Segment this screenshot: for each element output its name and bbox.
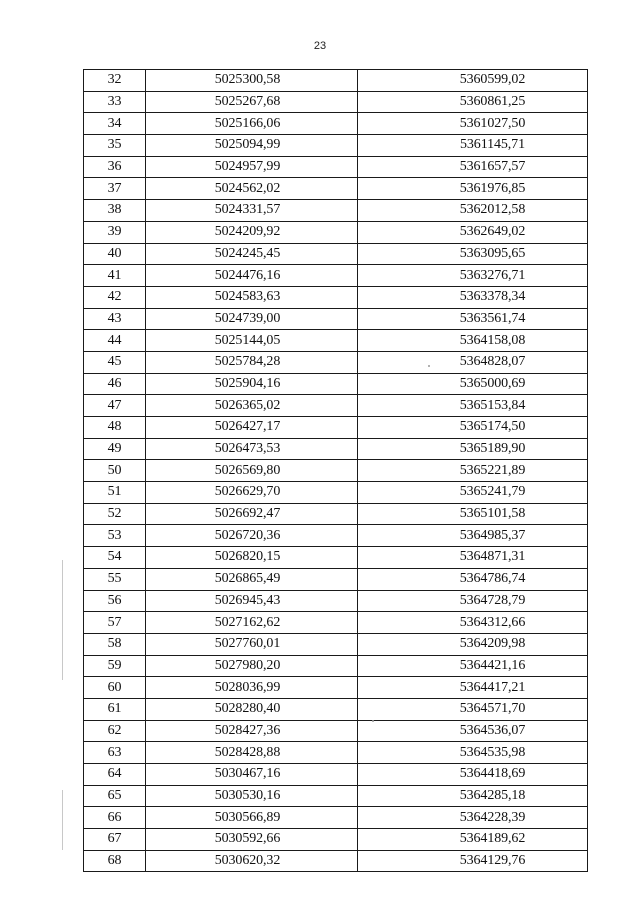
- table-row: [84, 525, 588, 547]
- x-coordinate-cell: 5027980,20: [146, 655, 358, 677]
- table-row: [84, 438, 588, 460]
- y-coordinate-cell: 5362649,02: [358, 221, 588, 243]
- point-number-cell: 59: [84, 655, 146, 677]
- y-coordinate-cell: 5364285,18: [358, 785, 588, 807]
- table-row: [84, 850, 588, 872]
- y-coordinate-cell: 5360861,25: [358, 91, 588, 113]
- x-coordinate-cell: 5024739,00: [146, 308, 358, 330]
- point-number-cell: 38: [84, 200, 146, 222]
- point-number-cell: 53: [84, 525, 146, 547]
- table-row: [84, 200, 588, 222]
- y-coordinate-cell: 5361657,57: [358, 156, 588, 178]
- point-number-cell: 65: [84, 785, 146, 807]
- scan-speck: [428, 365, 430, 367]
- point-number-cell: 50: [84, 460, 146, 482]
- point-number-cell: 43: [84, 308, 146, 330]
- x-coordinate-cell: 5030530,16: [146, 785, 358, 807]
- y-coordinate-cell: 5364571,70: [358, 698, 588, 720]
- x-coordinate-cell: 5027162,62: [146, 612, 358, 634]
- coordinates-table: [83, 69, 588, 872]
- coordinates-table-body: [84, 70, 588, 872]
- y-coordinate-cell: 5364786,74: [358, 568, 588, 590]
- point-number-cell: 54: [84, 547, 146, 569]
- y-coordinate-cell: 5365101,58: [358, 503, 588, 525]
- table-row: [84, 373, 588, 395]
- point-number-cell: 66: [84, 807, 146, 829]
- y-coordinate-cell: 5365221,89: [358, 460, 588, 482]
- x-coordinate-cell: 5024209,92: [146, 221, 358, 243]
- y-coordinate-cell: 5364535,98: [358, 742, 588, 764]
- table-row: [84, 417, 588, 439]
- table-row: [84, 698, 588, 720]
- y-coordinate-cell: 5365174,50: [358, 417, 588, 439]
- y-coordinate-cell: 5364871,31: [358, 547, 588, 569]
- point-number-cell: 36: [84, 156, 146, 178]
- y-coordinate-cell: 5364418,69: [358, 764, 588, 786]
- point-number-cell: 35: [84, 135, 146, 157]
- table-row: [84, 547, 588, 569]
- point-number-cell: 67: [84, 829, 146, 851]
- x-coordinate-cell: 5025267,68: [146, 91, 358, 113]
- table-row: [84, 243, 588, 265]
- table-row: [84, 785, 588, 807]
- point-number-cell: 57: [84, 612, 146, 634]
- y-coordinate-cell: 5365241,79: [358, 482, 588, 504]
- table-row: [84, 742, 588, 764]
- page-number: 23: [313, 40, 327, 52]
- point-number-cell: 51: [84, 482, 146, 504]
- table-row: [84, 91, 588, 113]
- table-row: [84, 178, 588, 200]
- point-number-cell: 55: [84, 568, 146, 590]
- x-coordinate-cell: 5030566,89: [146, 807, 358, 829]
- y-coordinate-cell: 5363378,34: [358, 286, 588, 308]
- table-row: [84, 807, 588, 829]
- x-coordinate-cell: 5026865,49: [146, 568, 358, 590]
- table-row: [84, 70, 588, 92]
- point-number-cell: 49: [84, 438, 146, 460]
- point-number-cell: 47: [84, 395, 146, 417]
- point-number-cell: 44: [84, 330, 146, 352]
- point-number-cell: 52: [84, 503, 146, 525]
- point-number-cell: 45: [84, 351, 146, 373]
- y-coordinate-cell: 5361027,50: [358, 113, 588, 135]
- x-coordinate-cell: 5028280,40: [146, 698, 358, 720]
- table-row: [84, 720, 588, 742]
- x-coordinate-cell: 5028428,88: [146, 742, 358, 764]
- scan-speck: [372, 720, 374, 722]
- x-coordinate-cell: 5025300,58: [146, 70, 358, 92]
- x-coordinate-cell: 5026820,15: [146, 547, 358, 569]
- table-row: [84, 460, 588, 482]
- y-coordinate-cell: 5364158,08: [358, 330, 588, 352]
- y-coordinate-cell: 5364985,37: [358, 525, 588, 547]
- x-coordinate-cell: 5026692,47: [146, 503, 358, 525]
- x-coordinate-cell: 5026569,80: [146, 460, 358, 482]
- x-coordinate-cell: 5026945,43: [146, 590, 358, 612]
- x-coordinate-cell: 5024476,16: [146, 265, 358, 287]
- table-row: [84, 829, 588, 851]
- y-coordinate-cell: 5365153,84: [358, 395, 588, 417]
- point-number-cell: 58: [84, 633, 146, 655]
- x-coordinate-cell: 5030467,16: [146, 764, 358, 786]
- y-coordinate-cell: 5361976,85: [358, 178, 588, 200]
- point-number-cell: 61: [84, 698, 146, 720]
- table-row: [84, 764, 588, 786]
- table-row: [84, 308, 588, 330]
- table-row: [84, 330, 588, 352]
- x-coordinate-cell: 5024245,45: [146, 243, 358, 265]
- point-number-cell: 46: [84, 373, 146, 395]
- x-coordinate-cell: 5025904,16: [146, 373, 358, 395]
- x-coordinate-cell: 5026365,02: [146, 395, 358, 417]
- y-coordinate-cell: 5363095,65: [358, 243, 588, 265]
- point-number-cell: 41: [84, 265, 146, 287]
- y-coordinate-cell: 5364421,16: [358, 655, 588, 677]
- table-row: [84, 221, 588, 243]
- y-coordinate-cell: 5364536,07: [358, 720, 588, 742]
- x-coordinate-cell: 5026720,36: [146, 525, 358, 547]
- point-number-cell: 32: [84, 70, 146, 92]
- y-coordinate-cell: 5361145,71: [358, 135, 588, 157]
- x-coordinate-cell: 5026629,70: [146, 482, 358, 504]
- y-coordinate-cell: 5364728,79: [358, 590, 588, 612]
- point-number-cell: 60: [84, 677, 146, 699]
- table-row: [84, 351, 588, 373]
- x-coordinate-cell: 5026427,17: [146, 417, 358, 439]
- y-coordinate-cell: 5364417,21: [358, 677, 588, 699]
- x-coordinate-cell: 5028427,36: [146, 720, 358, 742]
- x-coordinate-cell: 5025094,99: [146, 135, 358, 157]
- point-number-cell: 62: [84, 720, 146, 742]
- x-coordinate-cell: 5025784,28: [146, 351, 358, 373]
- x-coordinate-cell: 5026473,53: [146, 438, 358, 460]
- table-row: [84, 612, 588, 634]
- table-row: [84, 286, 588, 308]
- x-coordinate-cell: 5024331,57: [146, 200, 358, 222]
- scan-margin-line: [62, 790, 63, 850]
- table-row: [84, 113, 588, 135]
- y-coordinate-cell: 5364129,76: [358, 850, 588, 872]
- y-coordinate-cell: 5362012,58: [358, 200, 588, 222]
- point-number-cell: 68: [84, 850, 146, 872]
- point-number-cell: 39: [84, 221, 146, 243]
- y-coordinate-cell: 5365189,90: [358, 438, 588, 460]
- y-coordinate-cell: 5364228,39: [358, 807, 588, 829]
- table-row: [84, 568, 588, 590]
- table-row: [84, 156, 588, 178]
- point-number-cell: 56: [84, 590, 146, 612]
- y-coordinate-cell: 5363561,74: [358, 308, 588, 330]
- point-number-cell: 37: [84, 178, 146, 200]
- y-coordinate-cell: 5364189,62: [358, 829, 588, 851]
- y-coordinate-cell: 5364209,98: [358, 633, 588, 655]
- x-coordinate-cell: 5024583,63: [146, 286, 358, 308]
- y-coordinate-cell: 5365000,69: [358, 373, 588, 395]
- table-row: [84, 633, 588, 655]
- table-row: [84, 395, 588, 417]
- x-coordinate-cell: 5030592,66: [146, 829, 358, 851]
- table-row: [84, 265, 588, 287]
- point-number-cell: 40: [84, 243, 146, 265]
- point-number-cell: 64: [84, 764, 146, 786]
- x-coordinate-cell: 5024957,99: [146, 156, 358, 178]
- table-row: [84, 135, 588, 157]
- point-number-cell: 33: [84, 91, 146, 113]
- table-row: [84, 655, 588, 677]
- y-coordinate-cell: 5363276,71: [358, 265, 588, 287]
- point-number-cell: 48: [84, 417, 146, 439]
- table-row: [84, 503, 588, 525]
- point-number-cell: 34: [84, 113, 146, 135]
- table-row: [84, 677, 588, 699]
- table-row: [84, 482, 588, 504]
- x-coordinate-cell: 5027760,01: [146, 633, 358, 655]
- x-coordinate-cell: 5030620,32: [146, 850, 358, 872]
- y-coordinate-cell: 5360599,02: [358, 70, 588, 92]
- table-row: [84, 590, 588, 612]
- x-coordinate-cell: 5024562,02: [146, 178, 358, 200]
- point-number-cell: 42: [84, 286, 146, 308]
- point-number-cell: 63: [84, 742, 146, 764]
- x-coordinate-cell: 5028036,99: [146, 677, 358, 699]
- scan-margin-line: [62, 560, 63, 680]
- y-coordinate-cell: 5364828,07: [358, 351, 588, 373]
- x-coordinate-cell: 5025166,06: [146, 113, 358, 135]
- y-coordinate-cell: 5364312,66: [358, 612, 588, 634]
- x-coordinate-cell: 5025144,05: [146, 330, 358, 352]
